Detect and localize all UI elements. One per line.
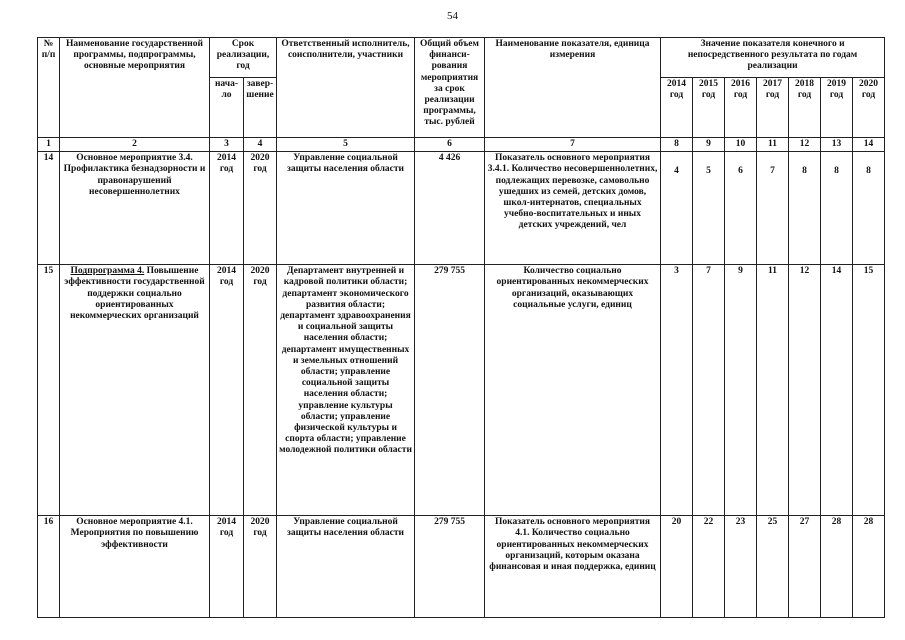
row-number: 14 [38,152,60,265]
row-value-2015: 22 [693,516,725,618]
row-value-2018: 8 [789,152,821,265]
column-number: 2 [60,138,210,152]
table-row [38,265,885,516]
row-value-2016: 23 [725,516,757,618]
row-value-2020: 15 [853,265,885,516]
header-year-2018: 2018 год [789,78,821,138]
row-value-2018: 27 [789,516,821,618]
row-end: 2020 год [244,152,277,265]
column-number: 7 [485,138,661,152]
row-name-prefix: Подпрограмма 4. [70,266,145,277]
header-term-start: нача-ло [210,78,244,138]
column-number: 11 [757,138,789,152]
row-value-2016: 9 [725,265,757,516]
page-number: 54 [447,10,458,22]
row-executor: Управление социальной защиты населения области [277,152,415,265]
row-value-2020: 28 [853,516,885,618]
column-number: 6 [415,138,485,152]
row-value-2019: 28 [821,516,853,618]
header-year-2016: 2016 год [725,78,757,138]
column-number: 14 [853,138,885,152]
row-executor: Департамент внутренней и кадровой политики области; департамент экономического развития области; департамент здравоохранения и социальной защиты населения области; департамент имущественных и земельных отношений области; управление социальной защиты населения области; управление культуры области; управление физической культуры и спорта области; управление молодежной политики области [277,265,415,516]
header-funding: Общий объем финанси-рования мероприятия за срок реализации программы, тыс. рублей [415,38,485,138]
header-executor: Ответственный исполнитель, соисполнители, участники [277,38,415,138]
row-value-2019: 8 [821,152,853,265]
header-year-2020: 2020 год [853,78,885,138]
row-funding: 279 755 [415,516,485,618]
row-value-2015: 5 [693,152,725,265]
row-value-2016: 6 [725,152,757,265]
row-funding: 279 755 [415,265,485,516]
column-number: 4 [244,138,277,152]
row-value-2017: 7 [757,152,789,265]
header-term: Срок реализации, год [210,38,277,78]
row-value-2018: 12 [789,265,821,516]
column-number: 13 [821,138,853,152]
column-number: 8 [661,138,693,152]
row-name-text: Основное мероприятие 4.1. Мероприятия по повышению эффективности [70,517,199,550]
row-value-2020: 8 [853,152,885,265]
row-name-text: Основное мероприятие 3.4. Профилактика безнадзорности и правонарушений несовершеннолетних [63,153,206,197]
row-indicator: Показатель основного мероприятия 4.1. Количество социально ориентированных некоммерческих организаций, которым оказана финансовая и иная поддержка, единиц [485,516,661,618]
column-number: 9 [693,138,725,152]
column-number: 12 [789,138,821,152]
column-number: 5 [277,138,415,152]
row-name [60,265,210,516]
row-funding: 4 426 [415,152,485,265]
row-value-2014: 4 [661,152,693,265]
header-indicator: Наименование показателя, единица измерения [485,38,661,138]
row-number: 16 [38,516,60,618]
table-row [38,516,885,618]
row-end: 2020 год [244,516,277,618]
row-name [60,152,210,265]
table-row [38,152,885,265]
row-start: 2014 год [210,152,244,265]
row-indicator: Количество социально ориентированных некоммерческих организаций, оказывающих социальные услуги, единиц [485,265,661,516]
program-table [37,37,885,618]
header-values: Значение показателя конечного и непосредственного результата по годам реализации [661,38,885,78]
row-name [60,516,210,618]
column-number-row [38,138,885,152]
row-indicator: Показатель основного мероприятия 3.4.1. Количество несовершеннолетних, подлежащих перевозке, самовольно ушедших из семей, детских домов, школ-интернатов, специальных учебно-воспитательных и иных детских учреждений, чел [485,152,661,265]
row-executor: Управление социальной защиты населения области [277,516,415,618]
header-year-2019: 2019 год [821,78,853,138]
row-value-2019: 14 [821,265,853,516]
header-year-2014: 2014 год [661,78,693,138]
header-number: № п/п [38,38,60,138]
row-name-text: Повышение эффективности государственной поддержки социально ориентированных некоммерческих организаций [64,266,205,322]
row-value-2014: 3 [661,265,693,516]
column-number: 1 [38,138,60,152]
row-number: 15 [38,265,60,516]
column-number: 10 [725,138,757,152]
row-end: 2020 год [244,265,277,516]
header-year-2015: 2015 год [693,78,725,138]
row-start: 2014 год [210,265,244,516]
header-year-2017: 2017 год [757,78,789,138]
row-value-2017: 11 [757,265,789,516]
column-number: 3 [210,138,244,152]
row-value-2014: 20 [661,516,693,618]
row-value-2017: 25 [757,516,789,618]
header-program-name: Наименование государственной программы, подпрограммы, основные мероприятия [60,38,210,138]
header-term-end: завер-шение [244,78,277,138]
row-start: 2014 год [210,516,244,618]
row-value-2015: 7 [693,265,725,516]
